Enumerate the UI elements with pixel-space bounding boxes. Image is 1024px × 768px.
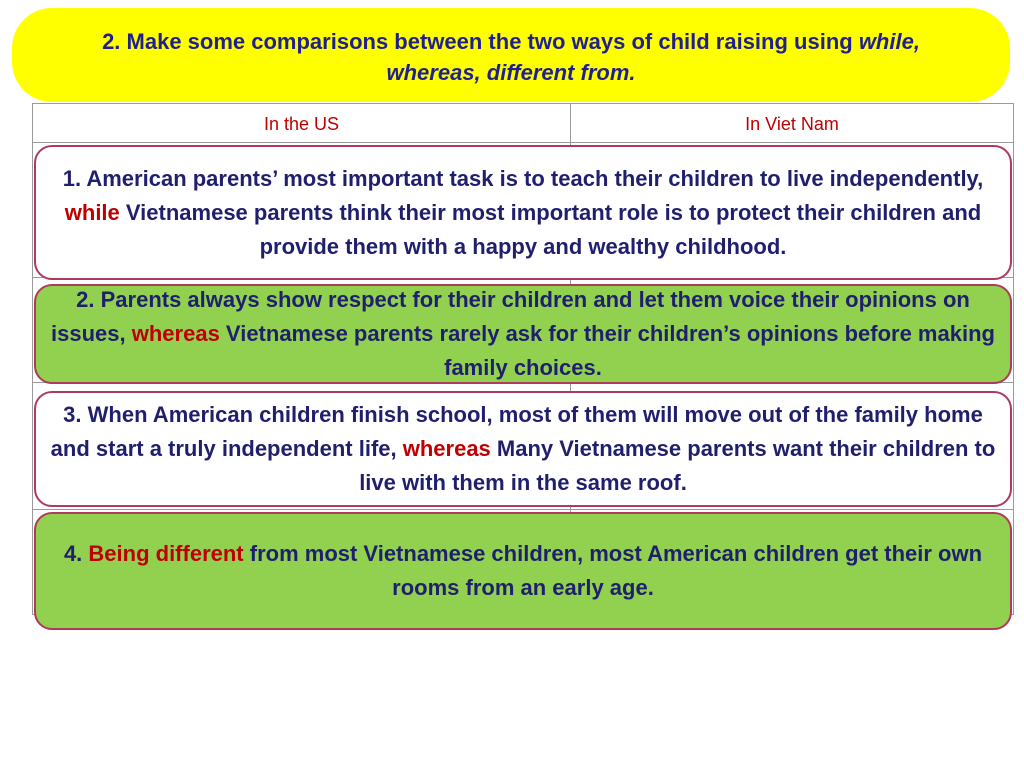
- card-text: 2. Parents always show respect for their children and let them voice their opinions on issues, whereas Vietnamese parents rarely ask for their children’s opinions before making family choices.: [51, 287, 995, 380]
- keyword-highlight: while: [64, 199, 120, 225]
- comparison-card-2: [34, 284, 1012, 384]
- exercise-title: [12, 8, 1010, 102]
- comparison-card-4: [34, 512, 1012, 630]
- card-text: 3. When American children finish school, most of them will move out of the family home and start a truly independent life, whereas Many Vietnamese parents want their children to live with them in the same roof.: [50, 402, 996, 495]
- keyword-highlight: whereas: [131, 321, 220, 346]
- column-header-vietnam: In Viet Nam: [745, 114, 839, 134]
- comparison-card-3: [34, 391, 1012, 507]
- keyword-highlight: Being different: [88, 541, 244, 566]
- card-text: 4. Being different from most Vietnamese children, most American children get their own rooms from an early age.: [63, 541, 983, 600]
- card-text: 1. American parents’ most important task is to teach their children to live independently, while Vietnamese parents think their most important role is to protect their children and provide them with a happy and wealthy childhood.: [62, 165, 984, 259]
- title-text: 2. Make some comparisons between the two ways of child raising using: [102, 29, 859, 54]
- comparison-card-1: [34, 145, 1012, 280]
- column-header-us: In the US: [263, 114, 340, 134]
- keyword-highlight: whereas: [402, 436, 491, 461]
- table-row-divider: [33, 509, 1013, 510]
- table-row-divider: [33, 142, 1013, 143]
- title-italic-text: while, whereas, different from.: [386, 29, 920, 85]
